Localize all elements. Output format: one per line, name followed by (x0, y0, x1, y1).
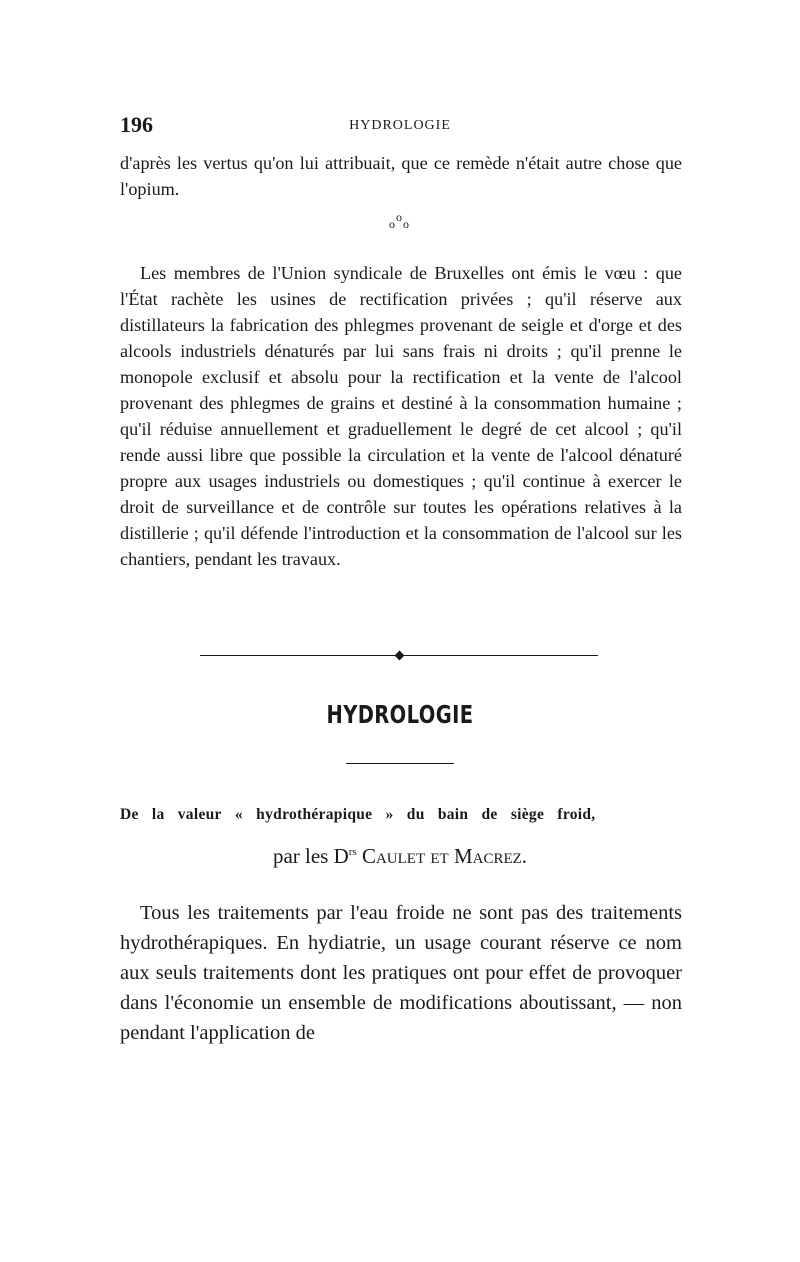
article-title-word: siège (510, 806, 545, 823)
article-title-word: De (120, 806, 139, 823)
article-title-word: « (234, 806, 243, 823)
title-underline-rule (346, 763, 454, 764)
asterism-ornament: o o o (389, 210, 409, 231)
running-head (120, 112, 680, 142)
article-title-word: de (481, 806, 498, 823)
article-title-word: bain (437, 806, 469, 823)
running-title: HYDROLOGIE (349, 118, 451, 133)
divider-diamond-ornament (395, 651, 405, 661)
article-title-word: du (406, 806, 425, 823)
article-title-word: hydrothérapique (256, 806, 373, 823)
paragraph-article-body: Tous les traitements par l'eau froide ne sont pas des traitements hydrothérapiques. En hydiatrie, un usage courant réserve ce nom aux seuls traitements dont les pratiques ont pour effet de provoquer dans l'économie un ensemble de modifications aboutissant, — non pendant l'application de (120, 902, 682, 1044)
article-title-word: la (151, 806, 165, 823)
byline-prefix: par les D (272, 844, 349, 868)
byline-authors: Caulet et Macrez. (361, 844, 528, 868)
section-title: HYDROLOGIE (326, 700, 474, 729)
article-title-word: » (385, 806, 394, 823)
byline-superscript: rs (348, 846, 357, 858)
article-title (120, 806, 682, 824)
article-byline (0, 844, 800, 869)
paragraph-intro: d'après les vertus qu'on lui attribuait, que ce remède n'était autre chose que l'opium. (120, 153, 682, 199)
article-title-word: froid, (557, 806, 596, 823)
page-number: 196 (120, 112, 153, 137)
paragraph-union-syndicale: Les membres de l'Union syndicale de Bruxelles ont émis le vœu : que l'État rachète les usines de rectification privées ; qu'il réserve aux distillateurs la fabrication des phlegmes provenant de seigle et d'orge et des alcools industriels dénaturés par lui sans frais ni droits ; qu'il prenne le monopole exclusif et absolu pour la rectification et la vente de l'alcool provenant des phlegmes de grains et destiné à la consommation humaine ; qu'il réduise annuellement et graduellement le degré de cet alcool ; qu'il rende aussi libre que possible la circulation et la vente de l'alcool dénaturé propre aux usages industriels ou domestiques ; qu'il continue à exercer le droit de surveillance et de contrôle sur toutes les opérations relatives à la distillerie ; qu'il défende l'introduction et la consommation de l'alcool sur les chantiers, pendant les travaux. (120, 263, 682, 569)
article-title-word: valeur (177, 806, 222, 823)
